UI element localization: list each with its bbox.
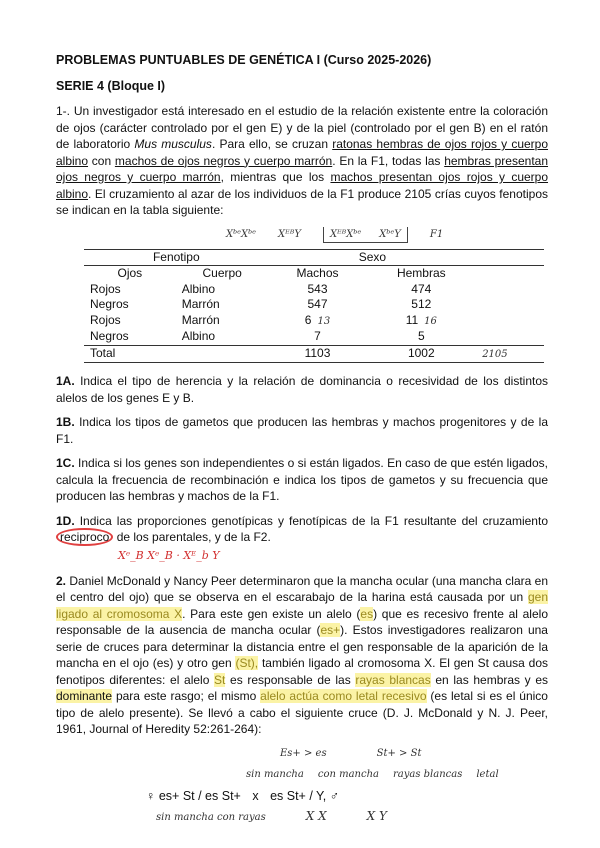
cell: 1002 [407,346,435,360]
highlighted-text: rayas blancas [355,672,431,687]
cell: 543 [307,281,328,296]
question-1c [56,455,548,505]
table-total-row [84,345,544,363]
highlighted-text: (St), [235,656,259,670]
page-title: PROBLEMAS PUNTUABLES DE GENÉTICA I (Curso 2025-2026) [56,53,432,67]
text: Indica si los genes son independientes o si están ligados. En caso de que estén ligados, calcula la frecuencia de recombinación e indica los tipos de gametos y su frecuencia que producen las hembras y machos de la F1. [56,456,548,503]
cell [176,345,269,363]
label: 1B. [56,415,75,429]
cell: 7 [314,329,321,343]
phenotype-table [84,249,544,364]
text: (es letal si es el único tipo de alelo presente). Se llevó a cabo el siguiente cruce (D. J. McDonald y N. J. Peer, 1961, Journal of Heredity 52:261-264): [56,689,548,736]
handwritten-note: 13 [317,315,331,327]
cell: Rojos [90,281,121,296]
handwritten-note: F1 [429,228,444,240]
cell: 547 [307,297,328,311]
cell: 5 [417,329,425,343]
notes-cell [476,266,544,282]
highlighted-text: es [360,606,374,621]
handwritten-note: XᴱᴮXᵇᵉ [329,228,362,240]
highlighted-text: dominante [56,689,113,703]
cell [366,313,476,330]
handwritten-note: XᴱᴮY [277,228,301,240]
cell: Negros [90,329,129,343]
column-header: Ojos [117,266,143,280]
cell: 512 [411,297,432,311]
cell: Marrón [181,297,220,311]
text: ) que es recesivo frente al alelo responsable de la ausencia de mancha ocular ( [56,606,548,637]
table-row [84,297,544,313]
text: , mientras que los [220,170,331,184]
handwritten-note: St+ > St [376,747,422,759]
text: para este rasgo; el mismo [112,689,261,703]
underlined-text: ratonas hembras de ojos rojos y cuerpo albino [56,137,549,168]
table-row [84,282,544,298]
text: Indica las proporciones genotípicas y fenotípicas de la F1 resultante del cruzamiento [74,513,548,528]
cell [269,313,367,330]
handwritten-phenotype-row [246,767,548,782]
handwritten-box [323,227,408,243]
notes-cell [476,313,544,330]
notes-cell [476,282,544,298]
group-header: Fenotipo [152,249,200,264]
label: 1A. [56,374,75,388]
handwritten-note: Xᵉ_B Xᵉ_B · Xᴱ_b Y [118,548,220,562]
underlined-text: machos de ojos negros y cuerpo marrón [114,153,333,168]
question-1b [56,414,548,447]
highlighted-text: es+ [320,623,341,637]
text: . El cruzamiento al azar de los individuos de la F1 produce 2105 crías cuyos fenotipos se indican en la tabla siguiente: [56,186,548,217]
series-heading: SERIE 4 (Bloque I) [56,79,166,93]
cross-symbol: x [252,788,259,803]
cell: Total [90,346,116,360]
male-genotype: es St+ / Y, ♂ [270,788,340,803]
question-1d [56,513,548,546]
handwritten-genotypes-row [226,227,548,243]
question-1a [56,373,548,406]
handwritten-note: XᵇᵉXᵇᵉ [226,228,256,240]
species-name: Mus musculus [134,137,212,151]
problem-2-statement [56,573,548,738]
text: ). Estos investigadores realizaron una serie de cruces para determinar la distancia entre el gen responsable de la aparición de la mancha en el ojo (es) y otro gen [56,623,548,670]
female-genotype: ♀ es+ St / es St+ [146,788,241,803]
handwritten-dominance-row [280,746,548,761]
handwritten-note: Es+ > es [280,747,327,759]
highlighted-text: gen ligado al cromosoma X [56,590,548,621]
highlighted-text: alelo actúa como letal recesivo [260,689,427,703]
handwritten-red-row [118,548,548,563]
circled-word: reciproco [56,528,113,546]
cell: 1103 [304,346,331,360]
handwritten-note: 2105 [482,348,508,360]
text: . Para este gen existe un alelo ( [182,606,361,621]
cell: Rojos [90,313,121,327]
handwritten-note: con mancha [317,768,379,780]
column-header: Machos [296,266,339,280]
text: Daniel McDonald y Nancy Peer determinaron que la mancha ocular (una mancha clara en el centro del ojo) que se observa en el escarabajo de la harina está causada por un [56,573,548,604]
handwritten-offspring-row [156,809,548,825]
handwritten-note: 16 [424,315,437,327]
cell: Negros [90,297,129,311]
label: 1D. [56,513,75,528]
cell-value: 11 [405,312,419,327]
cell: Albino [181,281,216,296]
handwritten-note: sin mancha con rayas [156,811,266,823]
column-header: Cuerpo [202,266,242,280]
text: Indica los tipos de gametos que producen las hembras y machos progenitores y de la F1. [56,415,548,446]
text: es responsable de las [225,672,356,687]
handwritten-note: rayas blancas [392,768,463,780]
handwritten-note: X Y [366,808,387,823]
label: 2. [56,573,67,588]
underlined-text: hembras presentan ojos negros y cuerpo marrón [56,153,549,184]
text: 1-. Un investigador está interesado en el estudio de la relación existente entre la coloración de ojos (carácter controlado por el gen E) y de la piel (controlado por el gen B) en el ratón de laboratorio [56,104,548,151]
notes-cell [476,345,544,363]
cross-formula [146,788,548,805]
group-header: Sexo [358,249,387,264]
cell: 474 [411,281,432,296]
notes-cell [476,297,544,313]
table-row [84,313,544,330]
underlined-text: machos presentan ojos rojos y cuerpo albino [56,170,549,201]
handwritten-note: XᵇᵉY [379,228,401,240]
column-header: Hembras [396,266,446,280]
handwritten-note: X X [305,808,327,823]
highlighted-text: St [214,672,226,687]
notes-cell [476,329,544,345]
cell: Marrón [181,313,220,327]
text: . Para ello, se cruzan [211,137,333,151]
problem-1-statement [56,103,548,219]
label: 1C. [56,456,75,470]
notes-cell [476,249,544,266]
handwritten-note: sin mancha [246,768,304,780]
cell: Albino [181,329,216,343]
text: en las hembras y es [430,672,549,687]
handwritten-note: letal [476,768,499,780]
text: con [88,153,115,168]
text: de los parentales, y de la F2. [113,530,271,544]
cell-value: 6 [304,312,312,327]
text: Indica el tipo de herencia y la relación de dominancia o recesividad de los distintos alelos de los genes E y B. [56,374,548,405]
text: . En la F1, todas las [332,153,445,168]
text: también ligado al cromosoma X. El gen St causa dos fenotipos diferentes: el alelo [56,656,548,687]
table-row [84,329,544,345]
